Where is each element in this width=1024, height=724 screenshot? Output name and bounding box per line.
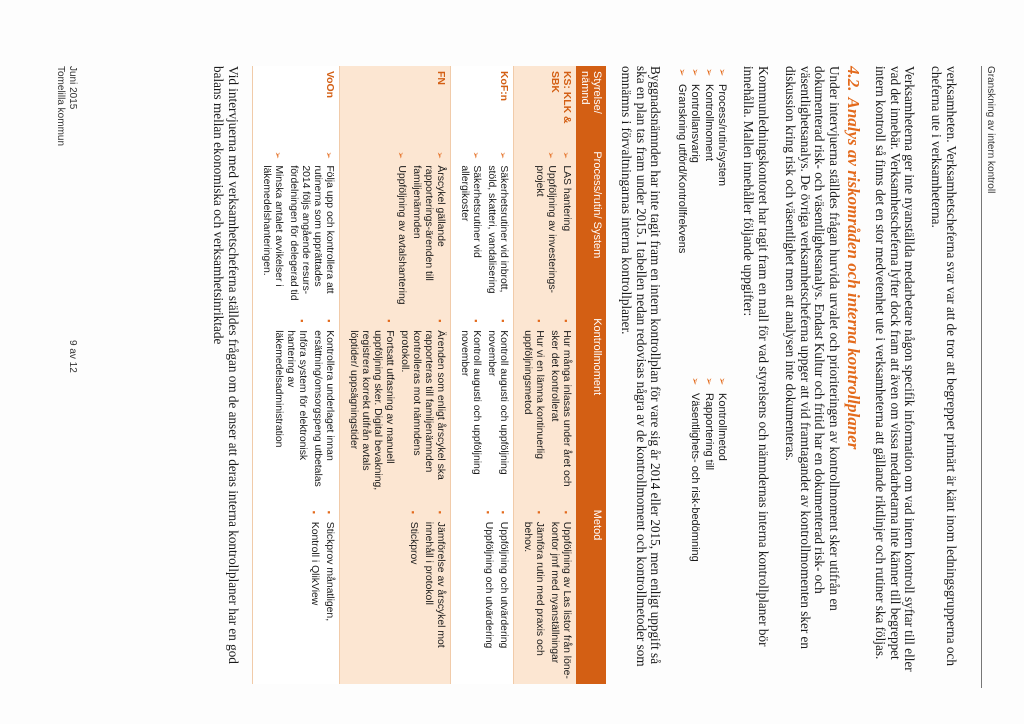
table-row [451,66,514,684]
cell-metod [253,505,340,684]
table-row [253,66,340,684]
footer-left [54,66,78,146]
metod-item: ▪ Stickprov månatligen, [323,510,335,679]
checklist-item: ➢ Process/rutin/system [715,66,729,375]
col-header-process: Process/rutin/ System [576,146,606,313]
main-text [198,66,958,684]
cell-styrelse: VoOn [253,66,340,146]
kontroll-item: ▪ Införa system för elektronisk hantering av läkemedelsadministration [272,318,308,500]
col-header-kontrollmoment: Kontrollmoment [576,313,606,505]
checklist-left [674,66,728,375]
checklist-item: ➢ Kontrollmetod [715,375,729,684]
page-number: 9 av 12 [67,340,78,373]
cell-styrelse: KoF:n [451,66,514,146]
checklist-right [674,375,728,684]
cell-styrelse: KS: KLK & SBK [514,66,577,146]
section-number: 4.2. [844,66,864,92]
cell-styrelse: FN [340,66,451,146]
checklist-item: ➢ Kontrollmoment [701,66,715,375]
cell-process [253,146,340,313]
process-item: ➢ Uppföljning av investerings-projekt [533,151,557,308]
table-row [340,66,451,684]
metod-item: ▪ Jämföra rutin med praxis och behov. [521,510,545,679]
footer-org: Tomelilla kommun [55,66,66,147]
header-rule [981,66,982,688]
cell-kontrollmoment [253,313,340,505]
process-item: ➢ Säkerhetsrutiner vid allergikoster [458,151,482,308]
metod-item: ▪ Uppföljning och utvärdering [497,510,509,679]
cell-metod [340,505,451,684]
paragraph-1: verksamheten. Verksamhetscheferna svar var att de tror att begreppet primärt är känt inom ledningsgrupperna och cheferna ute i verksamheterna. [929,66,959,666]
metod-item: ▪ Uppföljning och utvärdering [482,510,494,679]
paragraph-4: Kommunledningskontoret har tagit fram en mall för vad styrelsens och nämndernas interna kontrollplaner bör innehålla. Mallen innehåller följande uppgifter: [741,66,772,647]
section-heading [844,66,864,684]
kontroll-item: ▪ Fortsatt utfasning av manuell uppföljning sker. Digital bevakning, registrera korrekt utifrån avtals löptider/ uppsägningstider [347,318,395,500]
process-item: ➢ Uppföljning av avtalshantering [395,151,407,308]
process-item: ➢ LAS hantering [560,151,572,308]
kontroll-item: ▪ Hur många inlasas under året och sker det kontrollerat [548,318,572,500]
checklist-item: ➢ Kontrollansvarig [688,66,702,375]
table-header-row [576,66,606,684]
col-header-metod: Metod [576,505,606,684]
col-header-styrelse: Styrelse/ nämnd [576,66,606,146]
template-checklist [674,66,728,684]
metod-item: ▪ Stickprov [407,510,419,679]
kontroll-item: ▪ Kontrollera underlaget innan ersättning/omsorgspeng utbetalas [311,318,335,500]
paragraph-2: Verksamheterna ger inte nyanställda medarbetare någon specifik information om vad intern kontroll syftar till eller vad det innebär. Verksamhetscheferna lyfter dock fram att även om vissa medarbetarna inte känner till begreppet intern kontroll så finns det en stor medvetenhet ute i verksamheterna att gällande riktlinjer och rutiner ska följas. [872,66,918,672]
process-item: ➢ Följa upp och kontrollera att rutinerna som upprättades 2014 följs angående resurs-fördelningen för delegerad tid [287,151,335,308]
paragraph-3: Under intervjuerna ställdes frågan hurvida urvalet och prioriteringen av kontrollmoment sker utifrån en dokumenterad risk- och väsentlighetsanalys. Endast Kultur och fritid har en dokumenterad risk- och väsentlighetsanalys. De övriga verksamhetscheferna uppger att vid framtagandet av kontrollmomenten sker en diskussion kring risk och väsentlighet men att analysen inte dokumenteras. [782,66,843,649]
cell-process [451,146,514,313]
paragraph-5: Byggnadsnämnden har inte tagit fram en intern kontrollplan för vare sig år 2014 eller 2015, men enligt uppgift så ska en plan tas fram under 2015. I tabellen nedan redovisas några av de kontrollmoment och kontrollmetoder som omnämns i förvaltningarnas interna kontrollplaner. [618,66,664,667]
kontroll-item: ▪ Ärenden som enligt årscykel ska rapporteras till familjenämnden kontrolleras mot nämndens protokoll. [398,318,446,500]
checklist-item: ➢ Rapportering till [701,375,715,684]
metod-item: ▪ Kontroll i QlikView [308,510,320,679]
cell-kontrollmoment [451,313,514,505]
section-title: Analys av riskområden och interna kontrollplaner [844,97,864,450]
cell-kontrollmoment [340,313,451,505]
control-table [252,66,606,684]
metod-item: ▪ Jämförelse av årscykel mot innehåll i protokoll [422,510,446,679]
kontroll-item: ▪ Hur vi en lämna kontinuerlig uppföljningsmetod [521,318,545,500]
metod-item: ▪ Uppföljning av Las listor från löne-kontor jmf med nyanställningar [548,510,572,679]
cell-kontrollmoment [514,313,577,505]
kontroll-item: ▪ Kontroll augusti och uppföljning november [458,318,482,500]
checklist-item: ➢ Granskning utförd/Kontrollfrekvens [674,66,688,375]
paragraph-6: Vid intervjuerna med verksamhetscheferna ställdes frågan om de anser att deras interna kontrollplaner har en god balans mellan ekonomiska och verksamhetsinriktade [211,66,242,664]
process-item: ➢ Minska antalet avvikelser i läkemedelshanteringen. [260,151,284,308]
running-header: Granskning av intern kontroll [985,66,996,194]
process-item: ➢ Årscykel gällande rapporterings-ärenden till familjenämnden [410,151,446,308]
process-item: ➢ Säkerhetsrutiner vid inbrott, stöld, skatteri, vandalisering [485,151,509,308]
checklist-item: ➢ Väsentlighets- och risk-bedömning [688,375,702,684]
cell-metod [514,505,577,684]
cell-metod [451,505,514,684]
kontroll-item: ▪ Kontroll augusti och uppföljning november [485,318,509,500]
cell-process [514,146,577,313]
table-row [514,66,577,684]
footer-date: Juni 2015 [67,66,78,110]
cell-process [340,146,451,313]
